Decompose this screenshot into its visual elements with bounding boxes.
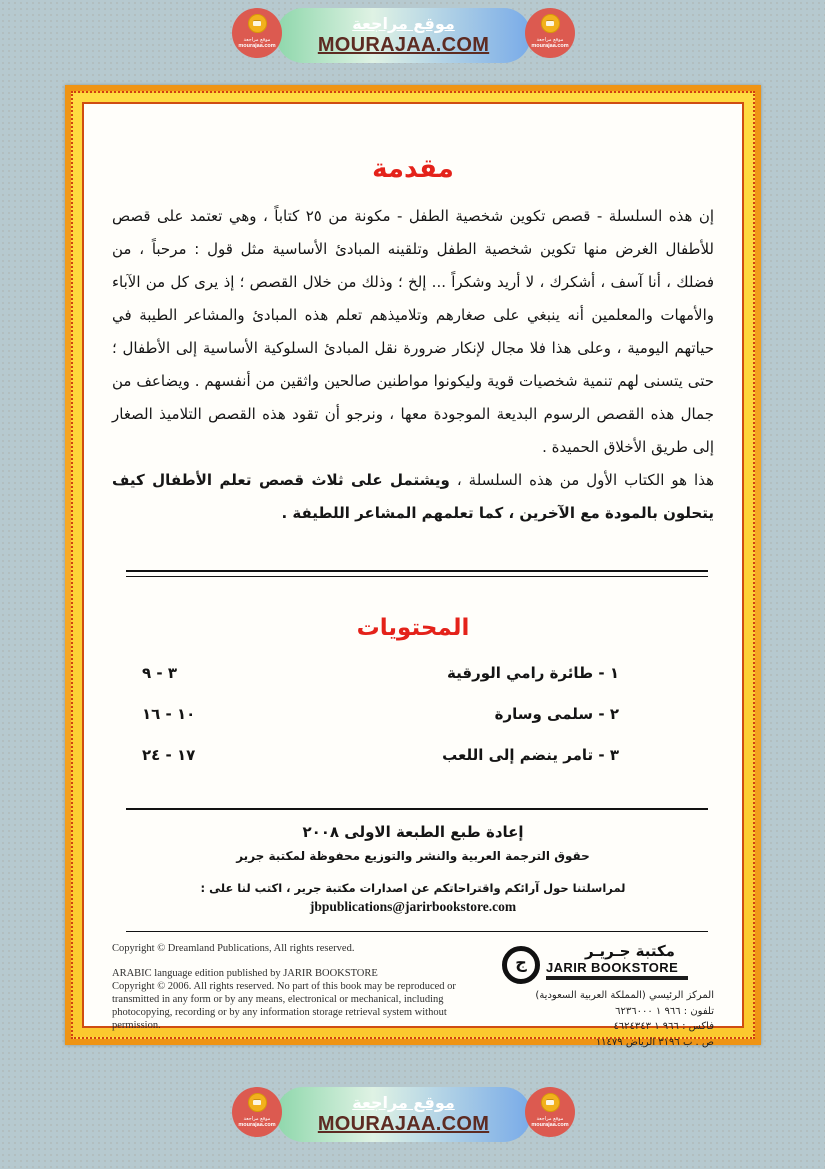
- intro-title: مقدمة: [372, 154, 454, 184]
- toc-item: [112, 746, 714, 764]
- divider: [126, 808, 708, 810]
- site-link-pill[interactable]: [276, 8, 531, 63]
- toc-item-pages: ١٠ - ١٦: [142, 705, 196, 723]
- toc-item-title: ١ - طائرة رامي الورقية: [447, 664, 619, 682]
- toc-item-pages: ١٧ - ٢٤: [142, 746, 196, 764]
- imprint-section: [112, 942, 714, 1050]
- site-name-arabic: موقع مراجعة: [352, 14, 455, 33]
- mourajaa-badge[interactable]: [525, 8, 575, 58]
- publisher-name-arabic: مكتبة جـريـر: [585, 942, 675, 960]
- mourajaa-badge[interactable]: [232, 8, 282, 58]
- badge-label-url: mourajaa.com: [238, 1122, 276, 1128]
- copyright-en-body: Copyright © 2006. All rights reserved. No part of this book may be reproduced or transmitted in any form or by any means, electronical or mechanical, including photocopying, recording or by any information storage retrieval system without permission.: [112, 981, 456, 1031]
- badge-label-url: mourajaa.com: [238, 43, 276, 49]
- badge-label-arabic: موقع مراجعة: [536, 1116, 564, 1122]
- site-url[interactable]: MOURAJAA.COM: [317, 1113, 490, 1135]
- reprint-line: إعادة طبع الطبعة الاولى ٢٠٠٨: [302, 823, 524, 841]
- mourajaa-badge[interactable]: [525, 1087, 575, 1137]
- publisher-block: [502, 942, 714, 1050]
- bottom-banner: [232, 1087, 575, 1142]
- edition-block: [112, 823, 714, 915]
- intro-closing-bold: ويشتمل على ثلاث قصص تعلم الأطفال كيف يتحلون بالمودة مع الآخرين ، كما تعلمهم المشاعر اللطيفة .: [112, 471, 714, 522]
- toc-item-title: ٢ - سلمى وسارة: [494, 705, 619, 723]
- publisher-contact: [502, 988, 714, 1050]
- jarir-logo-icon: ج: [502, 946, 540, 984]
- publisher-hq: المركز الرئيسي (المملكة العربية السعودية): [535, 990, 714, 1001]
- badge-label-arabic: موقع مراجعة: [243, 37, 271, 43]
- copyright-en-line1: ARABIC language edition published by JARIR BOOKSTORE: [112, 968, 378, 979]
- publisher-phone: تلفون : ٩٦٦ ١ ٦٢٣٦٠٠٠: [615, 1005, 714, 1017]
- toc-item-pages: ٣ - ٩: [142, 664, 177, 682]
- publisher-name-english: JARIR BOOKSTORE: [546, 960, 679, 975]
- toc-item: [112, 664, 714, 682]
- site-url[interactable]: MOURAJAA.COM: [317, 34, 490, 56]
- rights-line: حقوق الترجمة العربية والنشر والتوزيع محفوظة لمكتبة جرير: [236, 849, 590, 863]
- site-link-pill[interactable]: [276, 1087, 531, 1142]
- contents-title: المحتويات: [356, 615, 470, 641]
- copyright-line: Copyright © Dreamland Publications, All rights reserved.: [112, 943, 355, 954]
- top-banner: [232, 8, 575, 63]
- jarir-tagline-strip: [546, 976, 688, 980]
- badge-label-arabic: موقع مراجعة: [536, 37, 564, 43]
- divider: [126, 931, 708, 932]
- site-name-arabic: موقع مراجعة: [352, 1093, 455, 1112]
- toc-item: [112, 705, 714, 723]
- book-icon: [248, 1093, 267, 1112]
- book-icon: [541, 1093, 560, 1112]
- publisher-pobox: ص . ب ٣١٩٦ الرياض ١١٤٧٩: [595, 1036, 714, 1048]
- contact-line: لمراسلتنا حول آرائكم واقتراحاتكم عن اصدارات مكتبة جرير ، اكتب لنا على :: [200, 881, 626, 895]
- mourajaa-badge[interactable]: [232, 1087, 282, 1137]
- publisher-email[interactable]: jbpublications@jarirbookstore.com: [309, 899, 517, 914]
- badge-label-arabic: موقع مراجعة: [243, 1116, 271, 1122]
- toc-item-title: ٣ - تامر ينضم إلى اللعب: [442, 746, 619, 764]
- ornate-frame: [71, 91, 755, 1048]
- book-icon: [541, 14, 560, 33]
- table-of-contents: [112, 664, 714, 764]
- book-page: [65, 85, 761, 1048]
- badge-label-url: mourajaa.com: [531, 43, 569, 49]
- intro-paragraph: إن هذه السلسلة - قصص تكوين شخصية الطفل - مكونة من ٢٥ كتاباً ، وهي تعتمد على قصص للأطفال الغرض منها تكوين شخصية الطفل وتلقينه المبادئ الأساسية مثل قول : مرحباً ، من فضلك ، أنا آسف ، أشكرك ، لا أريد وشكراً ... إلخ ؛ وذلك من خلال القصص ؛ إذ يرى كل من الآباء والأمهات والمعلمين أنه ينبغي على صغارهم وتلاميذهم تعلم هذه المبادئ والمشاعر الطيبة في حياتهم اليومية ، وعلى هذا فلا مجال لإنكار ضرورة نقل المبادئ السلوكية الأساسية إلى الأطفال ؛ حتى يتسنى لهم تنمية شخصيات قوية وليكونوا مواطنين صالحين واثقين من أنفسهم . ويضاعف من جمال هذه القصص الرسوم البديعة الموجودة معها ، ونرجو أن تقود هذه القصص التلاميذ الصغار إلى طريق الأخلاق الحميدة .: [112, 207, 715, 456]
- intro-closing-paragraph: [112, 464, 714, 530]
- publisher-fax: فاكس : ٩٦٦ ١ ٤٦٢٤٣٤٣: [613, 1021, 714, 1032]
- badge-label-url: mourajaa.com: [531, 1122, 569, 1128]
- double-divider: [126, 570, 708, 577]
- book-icon: [248, 14, 267, 33]
- intro-closing-normal: هذا هو الكتاب الأول من هذه السلسلة ،: [449, 471, 714, 489]
- copyright-block: [112, 942, 484, 1050]
